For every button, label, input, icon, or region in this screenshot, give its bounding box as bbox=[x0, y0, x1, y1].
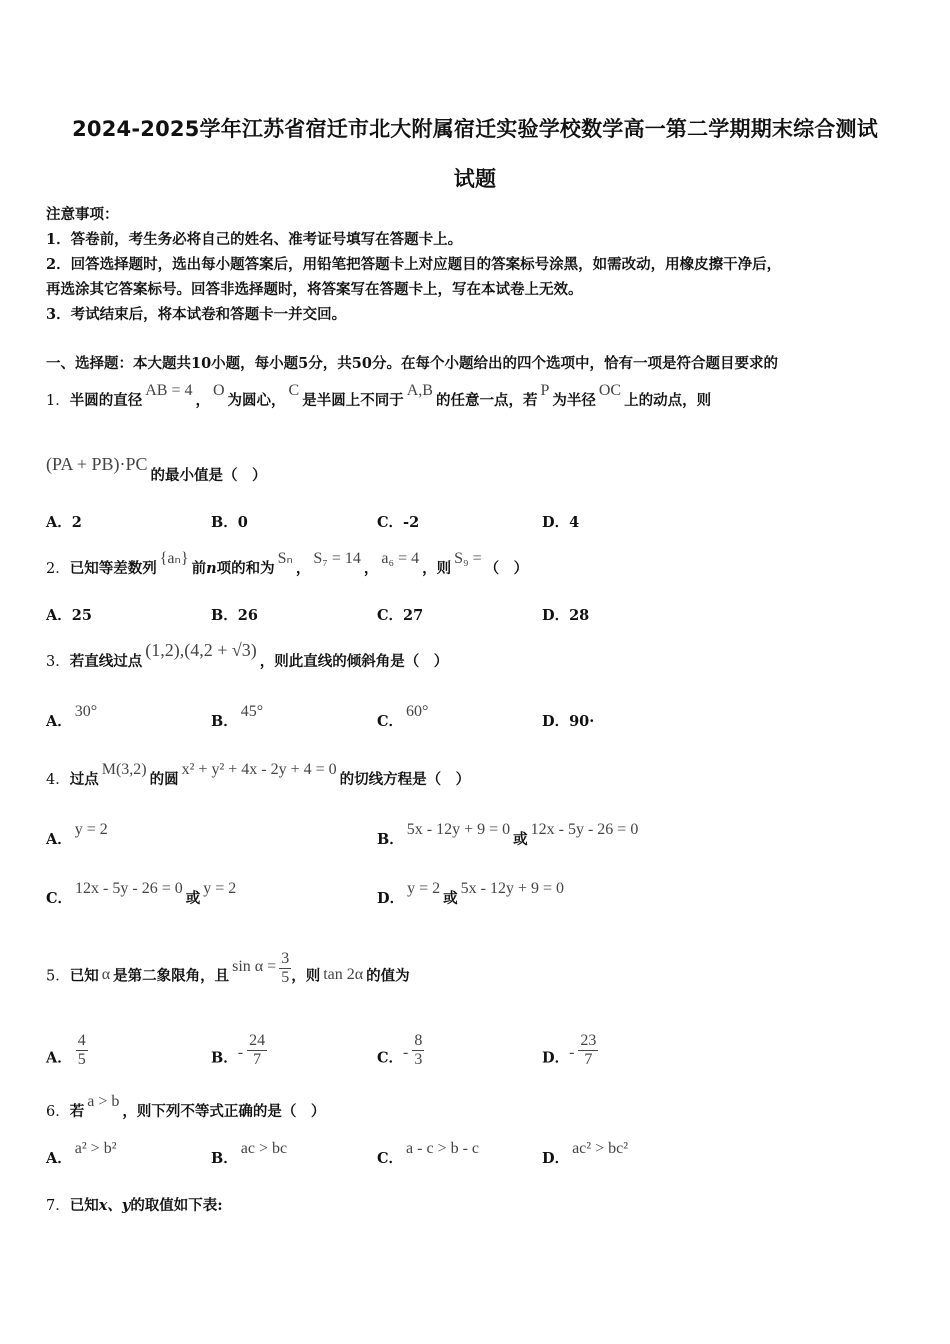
q2-math-a6: a₆ = 4 bbox=[381, 550, 420, 567]
q2-text: 项的和为 bbox=[216, 560, 275, 577]
notice-item-1: 1．答卷前，考生务必将自己的姓名、准考证号填写在答题卡上。 bbox=[46, 231, 463, 248]
q2-text: ， bbox=[363, 560, 379, 577]
q5-option-b[interactable] bbox=[211, 1032, 267, 1077]
option-value: 12x - 5y - 26 = 0 bbox=[75, 880, 183, 897]
q1-text: 上的动点，则 bbox=[624, 392, 712, 409]
option-sign: - bbox=[237, 1043, 244, 1061]
q5-math-alpha: α bbox=[101, 965, 111, 983]
q2-text: （ ） bbox=[484, 560, 529, 577]
option-value: ac² > bc² bbox=[572, 1140, 628, 1157]
question-3 bbox=[46, 640, 449, 671]
option-label: D． bbox=[542, 1049, 570, 1067]
option-label: D． bbox=[377, 890, 405, 907]
option-value-2: 5x - 12y + 9 = 0 bbox=[460, 880, 564, 897]
q4-option-b[interactable] bbox=[377, 821, 641, 849]
q4-option-d[interactable] bbox=[377, 880, 567, 908]
option-value: 2 bbox=[71, 514, 82, 531]
question-1-cont bbox=[46, 454, 267, 485]
q2-option-d[interactable] bbox=[542, 604, 589, 625]
q1-text: 的任意一点，若 bbox=[435, 392, 538, 409]
q2-text: ， bbox=[295, 560, 311, 577]
q3-text: 若直线过点 bbox=[69, 653, 143, 670]
q1-text: 是半圆上不同于 bbox=[302, 392, 404, 409]
q2-option-c[interactable] bbox=[377, 604, 423, 625]
option-value: a² > b² bbox=[74, 1140, 117, 1157]
question-number: 2． bbox=[46, 561, 70, 577]
option-label: C． bbox=[377, 1150, 404, 1167]
option-label: D． bbox=[542, 1150, 570, 1167]
q7-text-vars: x、y bbox=[98, 1197, 131, 1214]
option-or: 或 bbox=[513, 831, 528, 848]
q3-math-points: (1,2),(4,2 + √3) bbox=[145, 640, 257, 660]
q1-math-expression: (PA + PB)·PC bbox=[46, 454, 148, 474]
q3-option-d[interactable] bbox=[542, 710, 594, 731]
fraction-denominator: 3 bbox=[414, 1051, 423, 1068]
option-value: 28 bbox=[569, 607, 590, 624]
question-number: 4． bbox=[46, 772, 70, 788]
q2-math-s7: S₇ = 14 bbox=[313, 550, 361, 567]
option-value: 4 bbox=[569, 514, 580, 531]
q1-option-d[interactable] bbox=[542, 511, 579, 532]
q6-option-a[interactable] bbox=[46, 1140, 119, 1168]
fraction-numerator: 24 bbox=[249, 1032, 266, 1049]
option-label: B． bbox=[211, 1049, 238, 1067]
fraction-numerator: 23 bbox=[580, 1032, 597, 1049]
q6-text: ，则下列不等式正确的是（ ） bbox=[122, 1103, 326, 1120]
option-value: -2 bbox=[403, 514, 420, 531]
question-5 bbox=[46, 950, 410, 995]
q4-text: 过点 bbox=[69, 771, 99, 788]
option-label: B． bbox=[211, 713, 238, 730]
q1-math-oc: OC bbox=[598, 382, 622, 399]
option-label: A． bbox=[46, 1049, 72, 1067]
q7-text: 已知 bbox=[69, 1197, 99, 1214]
option-label: B． bbox=[211, 607, 238, 624]
page-title-line2: 试题 bbox=[453, 167, 497, 191]
option-label: C． bbox=[377, 514, 404, 531]
q3-option-b[interactable] bbox=[211, 703, 266, 731]
q2-text: ，则 bbox=[422, 560, 452, 577]
q4-math-point: M(3,2) bbox=[101, 761, 147, 778]
question-number: 6． bbox=[46, 1104, 70, 1120]
q3-text: ，则此直线的倾斜角是（ ） bbox=[259, 653, 449, 670]
q2-math-sequence: {aₙ} bbox=[159, 550, 189, 567]
q1-text: 为圆心， bbox=[227, 392, 286, 409]
option-value: 25 bbox=[71, 607, 92, 624]
question-7 bbox=[46, 1194, 223, 1215]
option-label: C． bbox=[46, 890, 73, 907]
q4-option-a[interactable] bbox=[46, 821, 111, 849]
option-sign: - bbox=[569, 1043, 575, 1061]
option-value: a - c > b - c bbox=[406, 1140, 480, 1157]
option-value: 5x - 12y + 9 = 0 bbox=[406, 821, 511, 838]
q5-option-d[interactable] bbox=[542, 1032, 598, 1077]
q7-text: 的取值如下表: bbox=[130, 1197, 223, 1214]
notice-item-2: 2．回答选择题时，选出每小题答案后，用铅笔把答题卡上对应题目的答案标号涂黑，如需改动，用橡皮擦干净后， bbox=[46, 256, 782, 273]
question-2 bbox=[46, 550, 529, 578]
q2-text-n: n bbox=[206, 560, 217, 577]
q2-text: 前 bbox=[191, 560, 207, 577]
q5-text: ，则 bbox=[291, 967, 321, 985]
option-fraction bbox=[247, 1032, 267, 1069]
notice-heading: 注意事项： bbox=[46, 206, 119, 223]
option-value: 60° bbox=[406, 703, 429, 720]
option-label: B． bbox=[377, 831, 404, 848]
q1-text: 半圆的直径 bbox=[69, 392, 143, 409]
q5-text: 的值为 bbox=[366, 967, 410, 985]
option-label: B． bbox=[211, 1150, 238, 1167]
option-or: 或 bbox=[443, 890, 458, 907]
notice-item-3: 3．考试结束后，将本试卷和答题卡一并交回。 bbox=[46, 306, 347, 323]
option-value-2: 12x - 5y - 26 = 0 bbox=[530, 821, 639, 838]
option-value: y = 2 bbox=[407, 880, 441, 897]
q3-option-a[interactable] bbox=[46, 703, 100, 731]
q2-text: 已知等差数列 bbox=[69, 560, 157, 577]
fraction-numerator: 4 bbox=[77, 1032, 86, 1049]
fraction-denominator: 5 bbox=[77, 1051, 86, 1068]
q1-math-p: P bbox=[540, 382, 550, 399]
q1-text: 的最小值是（ ） bbox=[150, 467, 267, 484]
option-value: ac > bc bbox=[240, 1140, 288, 1157]
option-sign: - bbox=[403, 1043, 409, 1061]
option-label: A． bbox=[46, 1150, 72, 1167]
q2-math-sn: Sₙ bbox=[277, 550, 293, 567]
fraction-denominator: 5 bbox=[281, 969, 290, 986]
q1-math-o: O bbox=[212, 382, 225, 399]
option-label: B． bbox=[211, 514, 238, 531]
option-value: 45° bbox=[240, 703, 264, 720]
question-number: 7． bbox=[46, 1198, 70, 1214]
q1-text: 为半径 bbox=[552, 392, 596, 409]
question-6 bbox=[46, 1093, 326, 1121]
fraction-numerator: 8 bbox=[414, 1032, 423, 1049]
q1-option-b[interactable] bbox=[211, 511, 248, 532]
q1-option-a[interactable] bbox=[46, 511, 82, 532]
page-title-line1: 2024-2025学年江苏省宿迁市北大附属宿迁实验学校数学高一第二学期期末综合测试 bbox=[72, 117, 878, 141]
q4-math-circle: x² + y² + 4x - 2y + 4 = 0 bbox=[181, 761, 337, 778]
option-label: C． bbox=[377, 607, 404, 624]
option-label: D． bbox=[542, 607, 570, 624]
q1-math-ab-points: A,B bbox=[406, 382, 433, 399]
q3-option-c[interactable] bbox=[377, 703, 431, 731]
fraction-denominator: 7 bbox=[253, 1051, 262, 1068]
q5-math-sin: sin α = bbox=[232, 957, 277, 975]
option-value: 27 bbox=[403, 607, 424, 624]
fraction-denominator: 7 bbox=[584, 1051, 593, 1068]
fraction-numerator: 3 bbox=[281, 950, 290, 967]
question-number: 1． bbox=[46, 393, 70, 409]
option-value: 0 bbox=[237, 514, 248, 531]
q5-math-tan: tan 2α bbox=[323, 965, 364, 983]
option-or: 或 bbox=[185, 890, 201, 907]
q6-option-c[interactable] bbox=[377, 1140, 482, 1168]
q4-option-c[interactable] bbox=[46, 880, 239, 908]
q6-math-condition: a > b bbox=[87, 1093, 120, 1110]
q2-math-s9: S₉ = bbox=[454, 550, 482, 567]
q5-option-a[interactable] bbox=[46, 1032, 88, 1077]
q4-text: 的圆 bbox=[149, 771, 179, 788]
q2-option-b[interactable] bbox=[211, 604, 258, 625]
option-label: D． bbox=[542, 514, 570, 531]
option-fraction bbox=[578, 1032, 598, 1069]
q1-math-c: C bbox=[288, 382, 300, 399]
q4-text: 的切线方程是（ ） bbox=[339, 771, 471, 788]
q5-fraction bbox=[279, 950, 291, 987]
option-value-2: y = 2 bbox=[203, 880, 237, 897]
question-1 bbox=[46, 382, 712, 410]
option-label: D． bbox=[542, 713, 570, 730]
option-value: 30° bbox=[74, 703, 98, 720]
question-number: 3． bbox=[46, 654, 70, 670]
option-value: y = 2 bbox=[74, 821, 108, 838]
q5-text: 是第二象限角，且 bbox=[113, 967, 230, 985]
question-4 bbox=[46, 761, 471, 789]
option-fraction bbox=[412, 1032, 424, 1069]
option-label: A． bbox=[46, 831, 72, 848]
q6-text: 若 bbox=[69, 1103, 85, 1120]
option-value: 26 bbox=[237, 607, 258, 624]
q6-option-d[interactable] bbox=[542, 1140, 631, 1168]
section-heading: 一、选择题：本大题共10小题，每小题5分，共50分。在每个小题给出的四个选项中，恰有一项是符合题目要求的 bbox=[46, 355, 778, 372]
notice-item-2-cont: 再选涂其它答案标号。回答非选择题时，将答案写在答题卡上，写在本试卷上无效。 bbox=[46, 281, 583, 298]
option-label: A． bbox=[46, 713, 72, 730]
option-value: 90· bbox=[569, 713, 595, 730]
option-label: A． bbox=[46, 514, 72, 531]
q6-option-b[interactable] bbox=[211, 1140, 290, 1168]
option-label: C． bbox=[377, 713, 404, 730]
option-label: C． bbox=[377, 1049, 404, 1067]
q2-option-a[interactable] bbox=[46, 604, 92, 625]
q1-math-ab: AB = 4 bbox=[145, 382, 193, 399]
q1-option-c[interactable] bbox=[377, 511, 419, 532]
q5-option-c[interactable] bbox=[377, 1032, 424, 1077]
q1-text: ， bbox=[195, 392, 210, 409]
option-fraction bbox=[76, 1032, 88, 1069]
q5-text: 已知 bbox=[69, 967, 99, 985]
question-number: 5． bbox=[46, 968, 70, 985]
option-label: A． bbox=[46, 607, 72, 624]
